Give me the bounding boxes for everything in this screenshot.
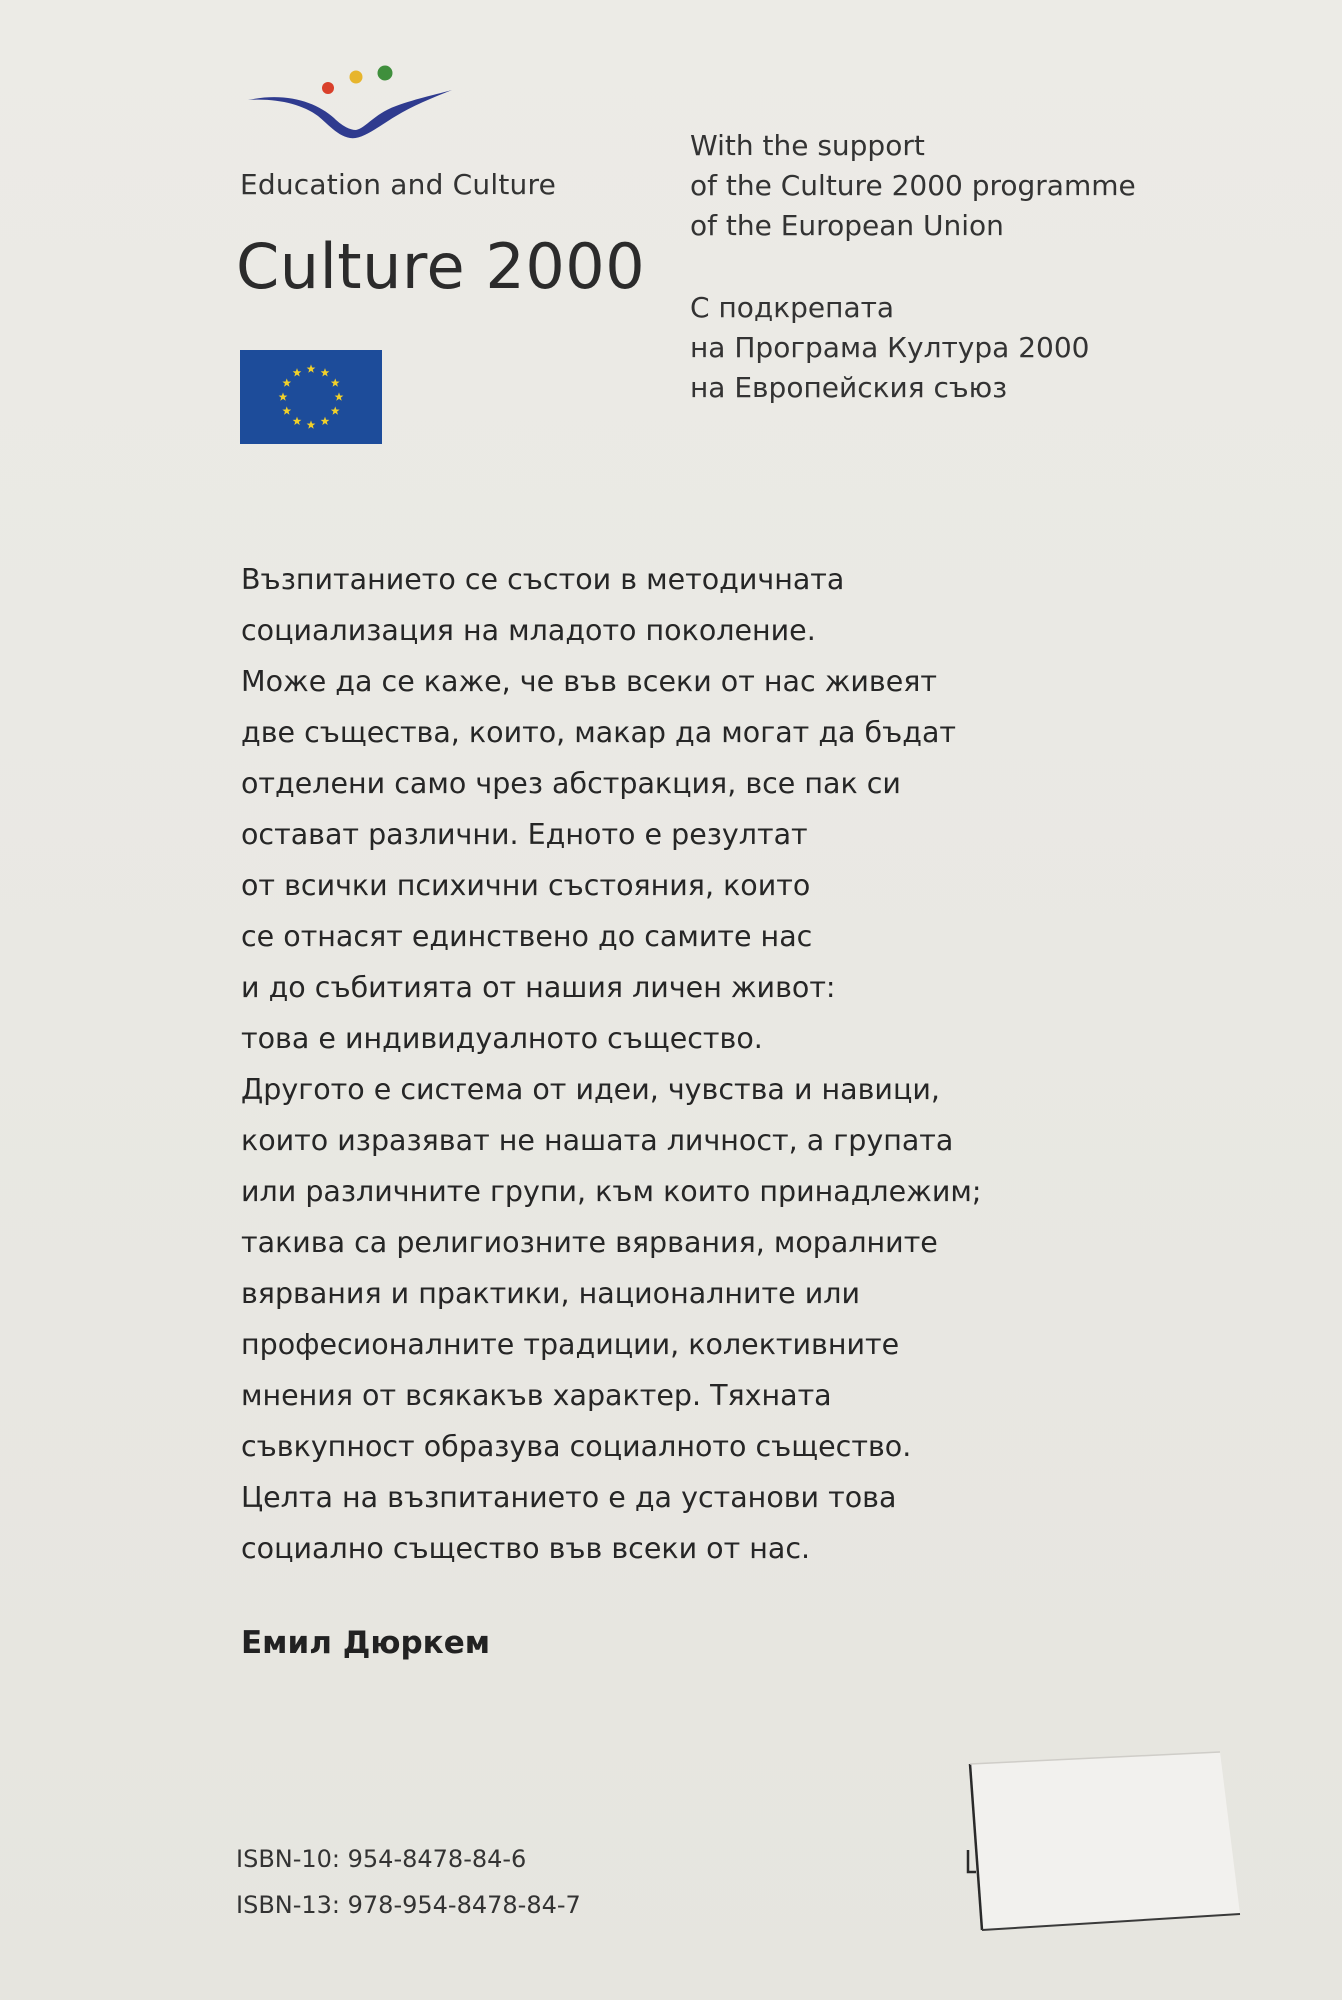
quote-line: Възпитанието се състои в методичната <box>241 563 845 596</box>
isbn-block <box>236 1836 581 1928</box>
quote-line: мнения от всякакъв характер. Тяхната <box>241 1379 832 1412</box>
isbn-13: ISBN-13: 978-954-8478-84-7 <box>236 1891 581 1919</box>
support-line: of the Culture 2000 programme <box>690 169 1136 202</box>
quote-line: това е индивидуалното същество. <box>241 1022 763 1055</box>
price-sticker <box>962 1744 1247 1934</box>
support-line: С подкрепата <box>690 291 895 324</box>
program-label: Education and Culture <box>240 168 557 201</box>
quote-line: от всички психични състояния, които <box>241 869 811 902</box>
quote-line: такива са религиозните вярвания, моралните <box>241 1226 938 1259</box>
quote-line: или различните групи, към които принадлежим; <box>241 1175 982 1208</box>
isbn-10: ISBN-10: 954-8478-84-6 <box>236 1845 527 1873</box>
quote-author: Емил Дюркем <box>241 1625 491 1661</box>
quote-line: съвкупност образува социалното същество. <box>241 1430 912 1463</box>
quote-line: Другото е система от идеи, чувства и навици, <box>241 1073 940 1106</box>
support-text-bulgarian <box>690 288 1150 408</box>
support-line: на Европейския съюз <box>690 371 1008 404</box>
quote-line: които изразяват не нашата личност, а групата <box>241 1124 954 1157</box>
quote-line: социализация на младото поколение. <box>241 614 816 647</box>
eu-flag-icon <box>240 350 382 444</box>
support-line: на Програма Култура 2000 <box>690 331 1090 364</box>
quote-line: остават различни. Едното е резултат <box>241 818 808 851</box>
support-line: With the support <box>690 129 925 162</box>
support-text-english <box>690 126 1150 246</box>
quote-block <box>241 554 1061 1574</box>
quote-line: отделени само чрез абстракция, все пак си <box>241 767 901 800</box>
quote-line: вярвания и практики, националните или <box>241 1277 860 1310</box>
logo-swoosh-icon <box>246 62 456 142</box>
quote-line: Целта на възпитанието е да установи това <box>241 1481 897 1514</box>
quote-line: се отнасят единствено до самите нас <box>241 920 813 953</box>
support-line: of the European Union <box>690 209 1004 242</box>
quote-line: професионалните традиции, колективните <box>241 1328 900 1361</box>
quote-line: социално същество във всеки от нас. <box>241 1532 811 1565</box>
quote-line: и до събитията от нашия личен живот: <box>241 971 836 1004</box>
quote-line: две същества, които, макар да могат да бъдат <box>241 716 957 749</box>
program-name: Culture 2000 <box>236 230 646 303</box>
quote-line: Може да се каже, че във всеки от нас живеят <box>241 665 938 698</box>
